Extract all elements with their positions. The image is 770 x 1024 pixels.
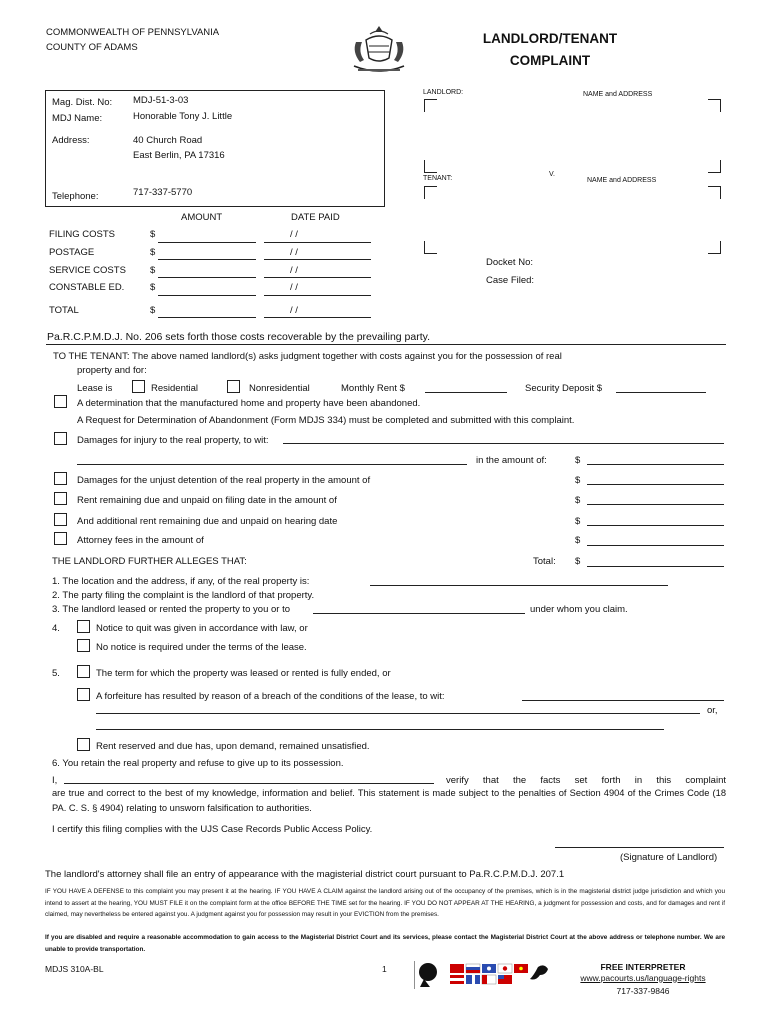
telephone-label: Telephone: — [52, 191, 99, 202]
lease-is-label: Lease is — [77, 383, 113, 394]
manufactured-home-checkbox[interactable] — [54, 395, 67, 408]
unjust-detention-currency: $ — [575, 475, 581, 486]
landlord-label: LANDLORD: — [423, 89, 464, 96]
language-rights-link[interactable]: www.pacourts.us/language-rights — [580, 972, 706, 983]
total-date: / / — [290, 305, 298, 316]
total-currency: $ — [150, 305, 156, 316]
filing-costs-currency: $ — [150, 229, 156, 240]
allegation-6-text: 6. You retain the real property and refuse to give up to its possession. — [52, 758, 344, 769]
tenant-label: TENANT: — [423, 175, 453, 182]
monthly-rent-input[interactable] — [425, 392, 507, 393]
disability-notice: If you are disabled and require a reasonable accommodation to gain access to the Magisterial District Court and its services, please contact the Magisterial District Court at the above address or telephone number. We are unable to provide transportation. — [45, 934, 725, 953]
security-deposit-label: Security Deposit $ — [525, 383, 603, 394]
landlord-field-corner — [708, 99, 721, 112]
residential-checkbox[interactable] — [132, 380, 145, 393]
pennsylvania-seal-icon — [348, 22, 410, 78]
state-name: COMMONWEALTH OF PENNSYLVANIA — [46, 27, 220, 38]
constable-ed-currency: $ — [150, 282, 156, 293]
notice-given-text: Notice to quit was given in accordance with law, or — [96, 623, 308, 634]
additional-rent-text: And additional rent remaining due and unpaid on hearing date — [77, 516, 338, 527]
total-date-input[interactable] — [264, 317, 371, 318]
allegation-5-number: 5. — [52, 668, 60, 679]
property-for-text: property and for: — [77, 365, 147, 376]
language-icons — [414, 961, 564, 989]
telephone-value: 717-337-5770 — [133, 187, 193, 198]
verification-i-label: I, — [52, 775, 58, 786]
total-label: TOTAL — [49, 305, 79, 316]
speaker-head-icon — [419, 963, 437, 981]
interpreter-phone: 717-337-9846 — [616, 986, 670, 996]
abandonment-text: A Request for Determination of Abandonment (Form MDJS 334) must be completed and submitted with this complaint. — [77, 415, 575, 426]
total-claim-label: Total: — [533, 556, 556, 567]
to-tenant-text: TO THE TENANT: The above named landlord(s) asks judgment together with costs against you for the possession of real — [53, 351, 562, 362]
filing-costs-label: FILING COSTS — [49, 229, 115, 240]
constable-ed-date: / / — [290, 282, 298, 293]
forfeiture-reason-input[interactable] — [522, 700, 724, 701]
tenant-field-corner — [708, 186, 721, 199]
service-costs-date: / / — [290, 265, 298, 276]
date-paid-header: DATE PAID — [291, 212, 340, 223]
attorney-fees-checkbox[interactable] — [54, 532, 67, 545]
attorney-fees-text: Attorney fees in the amount of — [77, 535, 204, 546]
service-costs-currency: $ — [150, 265, 156, 276]
costs-rule-note: Pa.R.C.P.M.D.J. No. 206 sets forth those costs recoverable by the prevailing party. — [47, 331, 431, 343]
landlord-name-address-caption: NAME and ADDRESS — [583, 91, 653, 98]
forfeiture-reason-input-continued[interactable] — [96, 729, 664, 730]
signature-caption: (Signature of Landlord) — [620, 852, 718, 863]
service-costs-label: SERVICE COSTS — [49, 265, 126, 276]
mdj-name-value: Honorable Tony J. Little — [133, 111, 233, 122]
unjust-detention-amount-input[interactable] — [587, 484, 724, 485]
form-title-line1: LANDLORD/TENANT — [482, 31, 618, 46]
verifier-name-input[interactable] — [64, 783, 434, 784]
tenant-name-address-field[interactable] — [430, 192, 704, 248]
total-claim-currency: $ — [575, 556, 581, 567]
address-label: Address: — [52, 135, 90, 146]
county-name: COUNTY OF ADAMS — [46, 42, 138, 53]
tenant-name-address-caption: NAME and ADDRESS — [587, 177, 657, 184]
section-divider — [46, 344, 726, 345]
rent-remaining-text: Rent remaining due and unpaid on filing date in the amount of — [77, 495, 337, 506]
postage-label: POSTAGE — [49, 247, 95, 258]
monthly-rent-label: Monthly Rent $ — [341, 383, 405, 394]
certify-text: I certify this filing complies with the UJS Case Records Public Access Policy. — [52, 824, 373, 835]
term-ended-text: The term for which the property was leased or rented is fully ended, or — [96, 668, 391, 679]
constable-ed-date-input[interactable] — [264, 295, 371, 296]
additional-rent-currency: $ — [575, 516, 581, 527]
manufactured-home-text: A determination that the manufactured home and property have been abandoned. — [77, 398, 421, 409]
residential-label: Residential — [151, 383, 198, 394]
rent-reserved-checkbox[interactable] — [77, 738, 90, 751]
additional-rent-amount-input[interactable] — [587, 525, 724, 526]
attorney-fees-currency: $ — [575, 535, 581, 546]
page-number: 1 — [382, 964, 387, 974]
filing-costs-amount-input[interactable] — [158, 242, 256, 243]
allegation-4-number: 4. — [52, 623, 60, 634]
damages-injury-input[interactable] — [283, 443, 724, 444]
forfeiture-text: A forfeiture has resulted by reason of a breach of the conditions of the lease, to wit: — [96, 691, 445, 702]
damages-injury-input-continued[interactable] — [77, 464, 467, 465]
allegation-2-text: 2. The party filing the complaint is the landlord of that property. — [52, 590, 315, 601]
constable-ed-label: CONSTABLE ED. — [49, 282, 125, 293]
rent-remaining-checkbox[interactable] — [54, 492, 67, 505]
no-notice-checkbox[interactable] — [77, 639, 90, 652]
term-ended-checkbox[interactable] — [77, 665, 90, 678]
nonresidential-checkbox[interactable] — [227, 380, 240, 393]
landlord-name-address-field[interactable] — [430, 104, 704, 168]
allegation-1-text: 1. The location and the address, if any, of the real property is: — [52, 576, 310, 587]
allegation-3-text: 3. The landlord leased or rented the property to you or to — [52, 604, 291, 615]
further-alleges-heading: THE LANDLORD FURTHER ALLEGES THAT: — [52, 556, 247, 567]
forfeiture-reason-input-continued[interactable] — [96, 713, 700, 714]
damages-injury-amount-input[interactable] — [587, 464, 724, 465]
sign-language-icon — [530, 965, 548, 979]
postage-date-input[interactable] — [264, 259, 371, 260]
case-filed-label: Case Filed: — [486, 275, 535, 286]
form-title-line2: COMPLAINT — [509, 53, 591, 68]
forfeiture-checkbox[interactable] — [77, 688, 90, 701]
filing-costs-date: / / — [290, 229, 298, 240]
landlord-field-corner — [708, 160, 721, 173]
nonresidential-label: Nonresidential — [249, 383, 310, 394]
property-location-input[interactable] — [370, 585, 668, 586]
defense-notice: IF YOU HAVE A DEFENSE to this complaint you may present it at the hearing. IF YOU HAVE A CLAIM against the landlord arising out of the occupancy of the premises, which is in the magisterial district judge jurisdiction and which you intend to assert at the hearing, YOU MUST FILE it on the complaint form at the office BEFORE THE TIME set for the hearing. IF YOU DO NOT APPEAR AT THE HEARING, a judgment for possession and costs, and for damages and rent if claimed, may nevertheless be entered against you. A judgment against you for possession may result in your EVICTION from the premises. — [45, 888, 725, 918]
address-line1: 40 Church Road — [133, 135, 203, 146]
docket-label: Docket No: — [486, 257, 533, 268]
unjust-detention-text: Damages for the unjust detention of the real property in the amount of — [77, 475, 371, 486]
unjust-detention-checkbox[interactable] — [54, 472, 67, 485]
mag-dist-label: Mag. Dist. No: — [52, 97, 113, 108]
rent-remaining-currency: $ — [575, 495, 581, 506]
free-interpreter-label: FREE INTERPRETER — [600, 962, 686, 972]
damages-injury-checkbox[interactable] — [54, 432, 67, 445]
mdj-name-label: MDJ Name: — [52, 113, 103, 124]
in-amount-of-label: in the amount of: — [476, 455, 547, 466]
form-id: MDJS 310A-BL — [45, 964, 104, 974]
versus-label: V. — [549, 171, 555, 178]
postage-currency: $ — [150, 247, 156, 258]
leased-to-input[interactable] — [313, 613, 525, 614]
or-label: or, — [707, 705, 718, 716]
attorney-appearance-note: The landlord's attorney shall file an entry of appearance with the magisterial district court pursuant to Pa.R.C.P.M.D.J. 207.1 — [45, 869, 565, 880]
rent-reserved-text: Rent reserved and due has, upon demand, remained unsatisfied. — [96, 741, 370, 752]
constable-ed-amount-input[interactable] — [158, 295, 256, 296]
allegation-3-tail: under whom you claim. — [530, 604, 628, 615]
total-claim-amount-input[interactable] — [587, 566, 724, 567]
mag-dist-value: MDJ-51-3-03 — [133, 95, 189, 106]
verification-text-tail: verify that the facts set forth in this complaint — [446, 775, 726, 786]
total-amount-input[interactable] — [158, 317, 256, 318]
damages-injury-currency: $ — [575, 455, 581, 466]
tenant-field-corner — [708, 241, 721, 254]
additional-rent-checkbox[interactable] — [54, 513, 67, 526]
filing-costs-date-input[interactable] — [264, 242, 371, 243]
service-costs-amount-input[interactable] — [158, 277, 256, 278]
service-costs-date-input[interactable] — [264, 277, 371, 278]
postage-date: / / — [290, 247, 298, 258]
notice-given-checkbox[interactable] — [77, 620, 90, 633]
address-line2: East Berlin, PA 17316 — [133, 150, 225, 161]
attorney-fees-amount-input[interactable] — [587, 545, 724, 546]
postage-amount-input[interactable] — [158, 259, 256, 260]
security-deposit-input[interactable] — [616, 392, 706, 393]
rent-remaining-amount-input[interactable] — [587, 504, 724, 505]
damages-injury-text: Damages for injury to the real property, to wit: — [77, 435, 269, 446]
amount-header: AMOUNT — [181, 212, 223, 223]
verification-statement: are true and correct to the best of my knowledge, information and belief. This statement is made subject to the penalties of Section 4904 of the Crimes Code (18 PA. C. S. § 4904) relating to unsworn falsification to authorities. — [52, 788, 726, 813]
no-notice-text: No notice is required under the terms of the lease. — [96, 642, 307, 653]
landlord-signature-input[interactable] — [555, 847, 724, 848]
